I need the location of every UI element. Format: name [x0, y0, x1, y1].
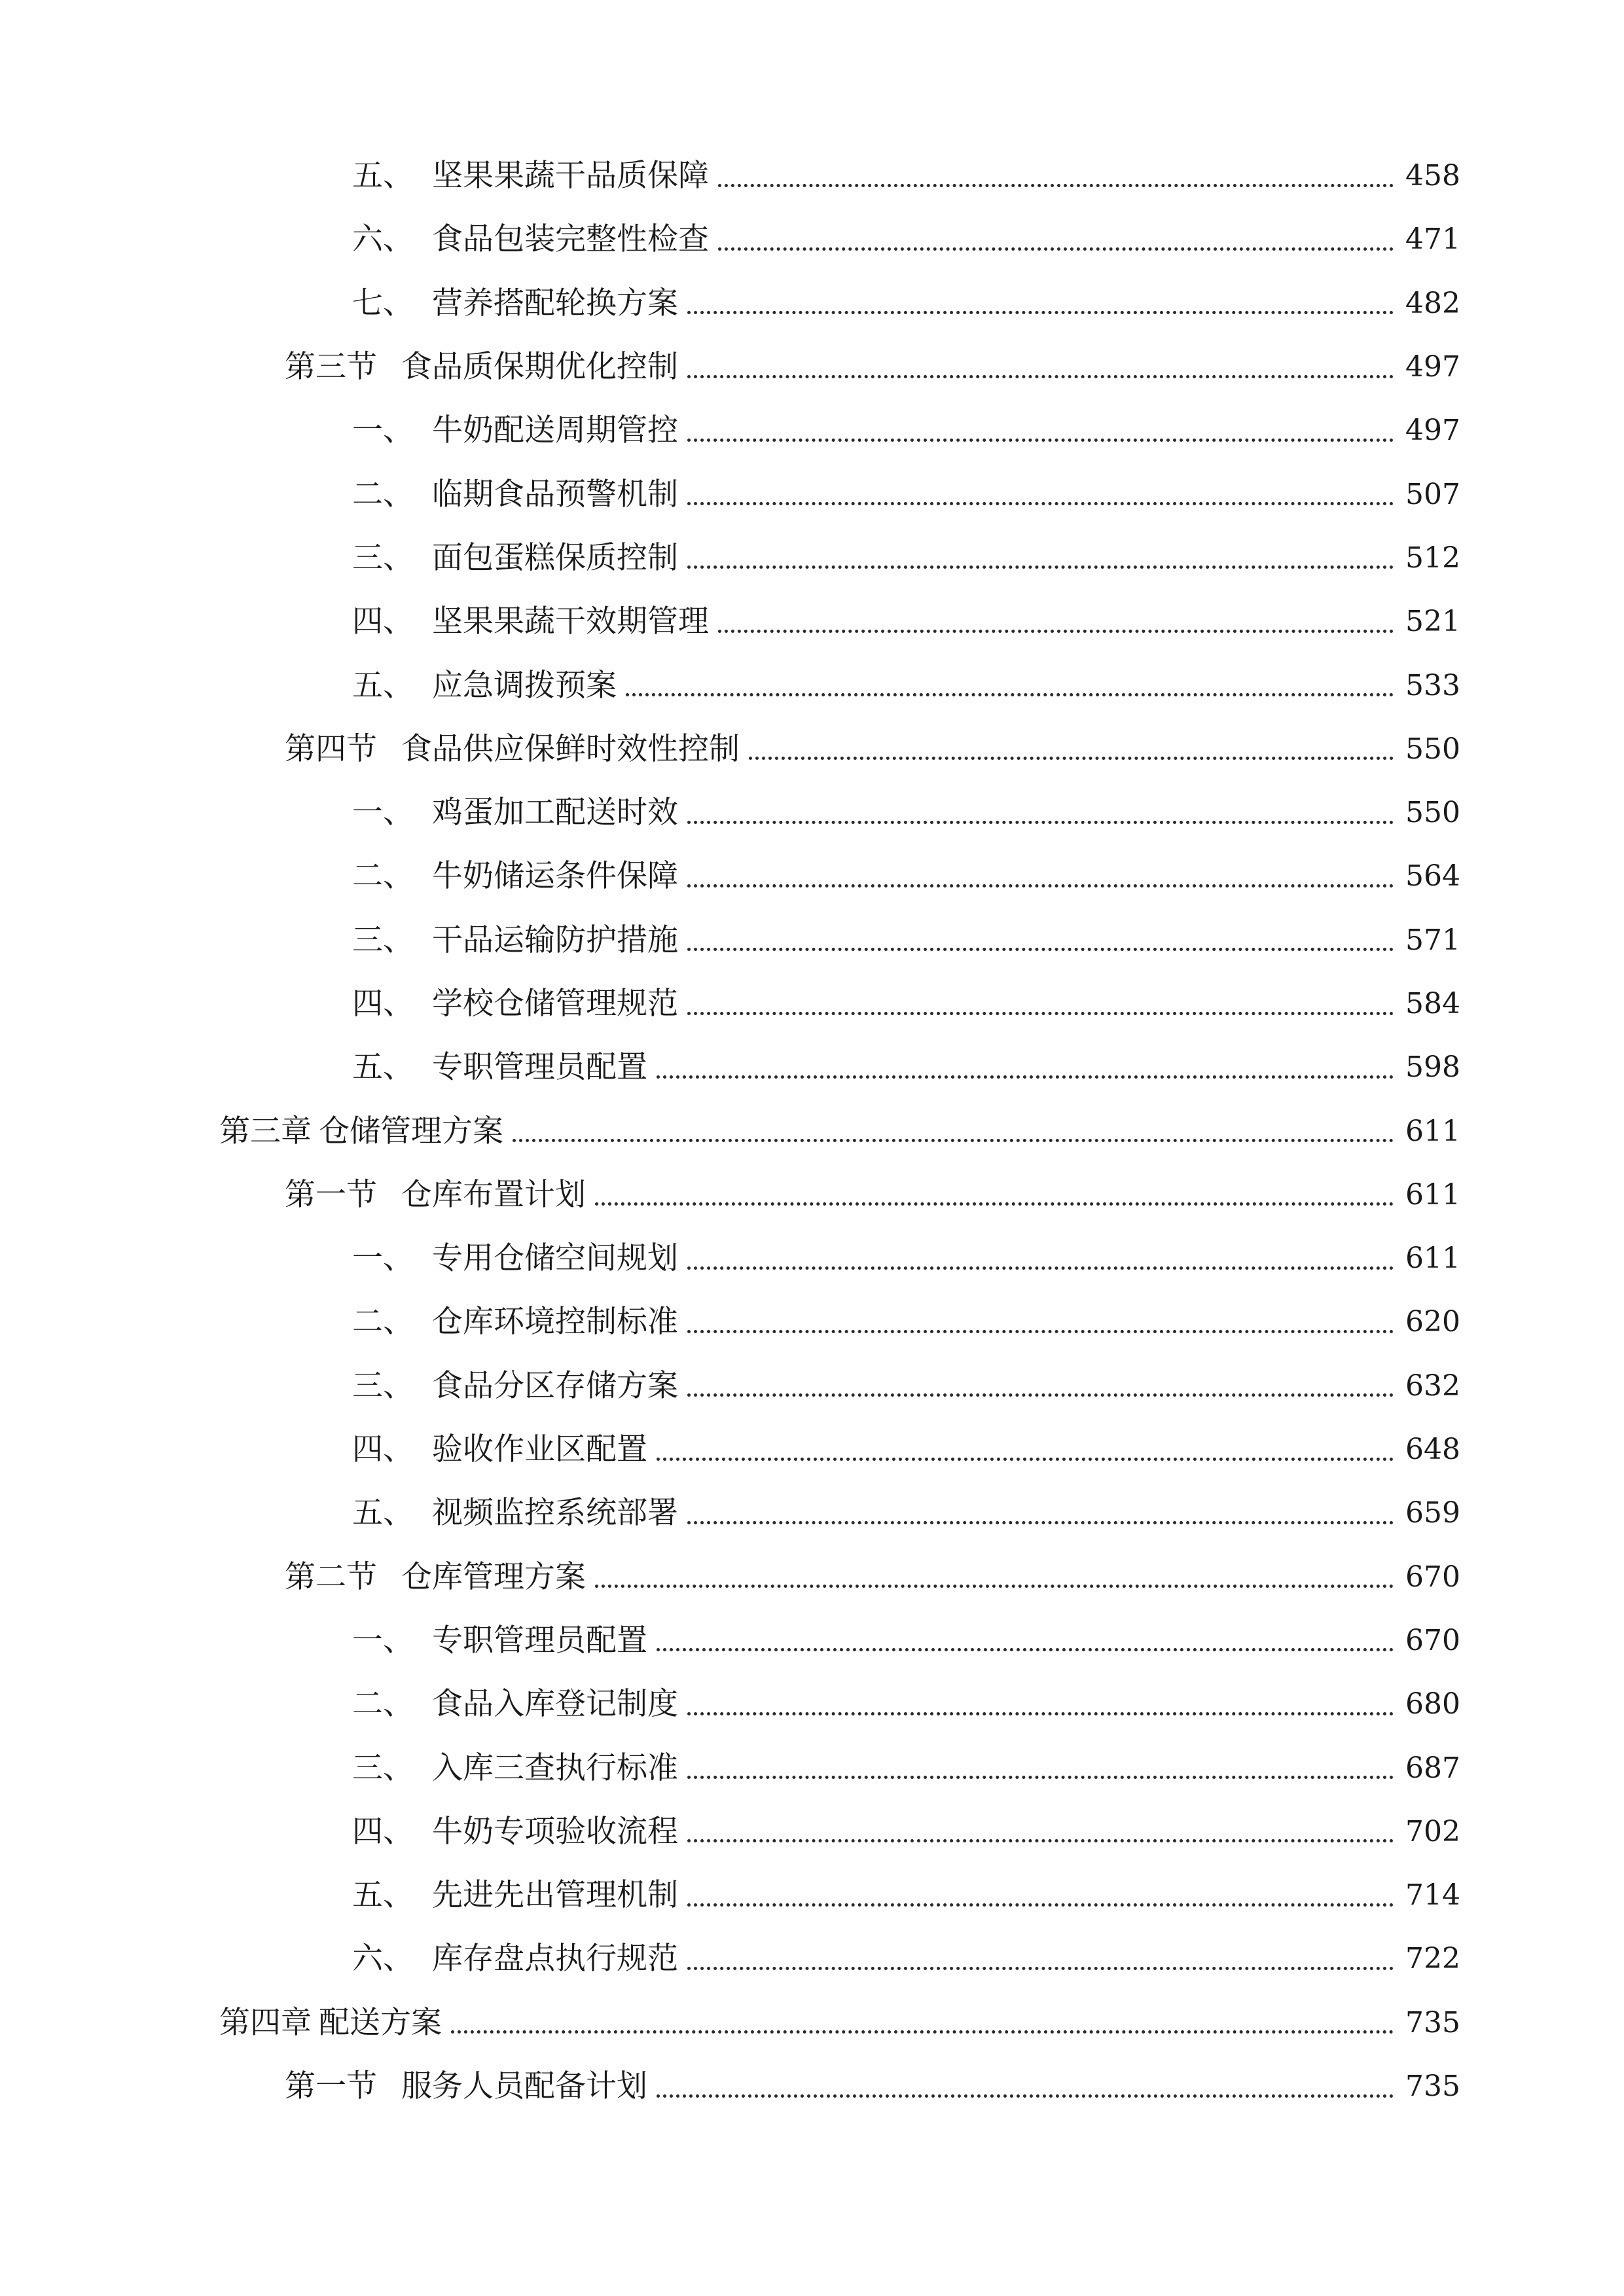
toc-entry-title: 仓库布置计划 [401, 1176, 586, 1213]
toc-dot-leader [595, 1202, 1394, 1206]
toc-entry-title: 食品供应保鲜时效性控制 [401, 730, 740, 767]
toc-dot-leader [513, 1138, 1394, 1142]
toc-subsection-entry[interactable] [0, 590, 1624, 653]
toc-entry-number: 一、 [352, 412, 414, 449]
toc-entry-page-number: 533 [1405, 668, 1460, 702]
toc-entry-title: 食品质保期优化控制 [401, 349, 678, 386]
toc-entry-title: 牛奶配送周期管控 [432, 412, 678, 449]
toc-entry-page-number: 550 [1405, 796, 1460, 830]
toc-entry-page-number: 648 [1405, 1433, 1460, 1467]
toc-entry-number: 第四章 [219, 2004, 312, 2041]
toc-subsection-entry[interactable] [0, 1863, 1624, 1927]
toc-dot-leader [687, 1903, 1394, 1907]
toc-entry-page-number: 471 [1405, 223, 1460, 257]
toc-dot-leader [687, 374, 1394, 378]
toc-entry-title: 干品运输防护措施 [432, 922, 678, 958]
toc-subsection-entry[interactable] [0, 1227, 1624, 1290]
toc-subsection-entry[interactable] [0, 272, 1624, 335]
toc-entry-page-number: 521 [1405, 605, 1460, 639]
toc-entry-page-number: 550 [1405, 732, 1460, 766]
toc-entry-number: 二、 [352, 1304, 414, 1340]
toc-dot-leader [687, 1712, 1394, 1715]
toc-entry-page-number: 659 [1405, 1496, 1460, 1530]
toc-entry-title: 库存盘点执行规范 [432, 1941, 678, 1977]
toc-entry-number: 一、 [352, 1622, 414, 1659]
toc-subsection-entry[interactable] [0, 1927, 1624, 1990]
toc-entry-number: 五、 [352, 1877, 414, 1914]
toc-section-entry[interactable] [0, 1163, 1624, 1227]
toc-entry-number: 二、 [352, 476, 414, 512]
toc-entry-page-number: 598 [1405, 1050, 1460, 1085]
toc-entry-page-number: 571 [1405, 923, 1460, 957]
toc-subsection-entry[interactable] [0, 972, 1624, 1035]
toc-entry-page-number: 497 [1405, 414, 1460, 448]
toc-entry-page-number: 507 [1405, 477, 1460, 511]
toc-dot-leader [657, 1647, 1394, 1651]
toc-entry-number: 三、 [352, 922, 414, 958]
toc-entry-page-number: 670 [1405, 1560, 1460, 1594]
table-of-contents [0, 144, 1624, 2118]
toc-entry-number: 一、 [352, 1240, 414, 1277]
toc-entry-number: 五、 [352, 1049, 414, 1086]
toc-entry-number: 四、 [352, 603, 414, 640]
toc-dot-leader [687, 1393, 1394, 1397]
toc-entry-title: 服务人员配备计划 [401, 2068, 647, 2105]
toc-entry-number: 四、 [352, 986, 414, 1022]
toc-dot-leader [657, 2094, 1394, 2098]
toc-dot-leader [718, 247, 1394, 251]
toc-entry-number: 四、 [352, 1431, 414, 1468]
toc-subsection-entry[interactable] [0, 1800, 1624, 1863]
toc-entry-page-number: 670 [1405, 1623, 1460, 1657]
toc-dot-leader [718, 183, 1394, 187]
toc-entry-title: 仓库管理方案 [401, 1558, 586, 1595]
toc-entry-number: 五、 [352, 158, 414, 194]
toc-entry-number: 第四节 [285, 730, 377, 767]
toc-entry-title: 专职管理员配置 [432, 1049, 647, 1086]
toc-entry-title: 鸡蛋加工配送时效 [432, 795, 678, 831]
toc-subsection-entry[interactable] [0, 653, 1624, 717]
toc-entry-number: 一、 [352, 795, 414, 831]
toc-entry-title: 验收作业区配置 [432, 1431, 647, 1468]
toc-entry-page-number: 611 [1405, 1242, 1460, 1276]
toc-entry-title: 食品分区存储方案 [432, 1367, 678, 1404]
toc-dot-leader [687, 1966, 1394, 1970]
toc-entry-title: 应急调拨预案 [432, 667, 617, 704]
toc-dot-leader [718, 629, 1394, 633]
toc-entry-title: 入库三查执行标准 [432, 1749, 678, 1786]
toc-section-entry[interactable] [0, 1545, 1624, 1609]
toc-dot-leader [687, 438, 1394, 442]
toc-entry-number: 七、 [352, 285, 414, 321]
toc-subsection-entry[interactable] [0, 1418, 1624, 1481]
toc-entry-number: 六、 [352, 1941, 414, 1977]
toc-entry-number: 第二节 [285, 1558, 377, 1595]
toc-entry-number: 四、 [352, 1813, 414, 1850]
toc-dot-leader [687, 1520, 1394, 1524]
toc-entry-number: 三、 [352, 539, 414, 576]
toc-entry-title: 专职管理员配置 [432, 1622, 647, 1659]
toc-entry-number: 第一节 [285, 2068, 377, 2105]
toc-dot-leader [451, 2030, 1394, 2034]
toc-dot-leader [595, 1584, 1394, 1588]
toc-dot-leader [687, 565, 1394, 569]
toc-dot-leader [687, 1775, 1394, 1779]
toc-subsection-entry[interactable] [0, 1736, 1624, 1799]
toc-entry-page-number: 620 [1405, 1305, 1460, 1339]
toc-entry-page-number: 632 [1405, 1369, 1460, 1403]
toc-entry-page-number: 735 [1405, 2070, 1460, 2104]
toc-entry-page-number: 458 [1405, 159, 1460, 193]
toc-subsection-entry[interactable] [0, 144, 1624, 207]
toc-entry-page-number: 584 [1405, 987, 1460, 1020]
toc-entry-page-number: 714 [1405, 1878, 1460, 1912]
toc-entry-number: 第三节 [285, 349, 377, 386]
toc-entry-title: 仓库环境控制标准 [432, 1304, 678, 1340]
toc-subsection-entry[interactable] [0, 1672, 1624, 1736]
toc-entry-title: 食品入库登记制度 [432, 1686, 678, 1723]
toc-entry-number: 六、 [352, 221, 414, 258]
toc-subsection-entry[interactable] [0, 462, 1624, 526]
toc-dot-leader [749, 756, 1394, 760]
toc-entry-title: 视频监控系统部署 [432, 1495, 678, 1532]
toc-entry-page-number: 680 [1405, 1687, 1460, 1721]
toc-chapter-entry[interactable] [0, 1099, 1624, 1162]
toc-entry-title: 坚果果蔬干效期管理 [432, 603, 709, 640]
toc-section-entry[interactable] [0, 717, 1624, 781]
toc-entry-page-number: 722 [1405, 1942, 1460, 1976]
toc-subsection-entry[interactable] [0, 908, 1624, 972]
toc-entry-page-number: 735 [1405, 2005, 1460, 2039]
toc-subsection-entry[interactable] [0, 1609, 1624, 1672]
toc-entry-title: 营养搭配轮换方案 [432, 285, 678, 321]
toc-entry-page-number: 611 [1405, 1114, 1460, 1148]
toc-dot-leader [657, 1075, 1394, 1079]
toc-dot-leader [687, 501, 1394, 505]
toc-entry-number: 第三章 [219, 1113, 312, 1149]
toc-dot-leader [687, 884, 1394, 888]
toc-entry-title: 牛奶储运条件保障 [432, 858, 678, 895]
toc-entry-number: 第一节 [285, 1176, 377, 1213]
toc-entry-page-number: 702 [1405, 1814, 1460, 1848]
toc-subsection-entry[interactable] [0, 526, 1624, 590]
toc-entry-title: 食品包装完整性检查 [432, 221, 709, 258]
toc-entry-number: 三、 [352, 1367, 414, 1404]
toc-entry-number: 五、 [352, 1495, 414, 1532]
toc-entry-title: 牛奶专项验收流程 [432, 1813, 678, 1850]
toc-entry-title: 面包蛋糕保质控制 [432, 539, 678, 576]
toc-dot-leader [687, 1329, 1394, 1333]
toc-entry-title: 临期食品预警机制 [432, 476, 678, 512]
toc-entry-title: 学校仓储管理规范 [432, 986, 678, 1022]
toc-entry-page-number: 564 [1405, 859, 1460, 893]
toc-subsection-entry[interactable] [0, 399, 1624, 462]
toc-subsection-entry[interactable] [0, 1354, 1624, 1418]
toc-subsection-entry[interactable] [0, 1481, 1624, 1545]
toc-dot-leader [687, 820, 1394, 824]
toc-dot-leader [626, 692, 1394, 696]
toc-entry-page-number: 611 [1405, 1177, 1460, 1211]
toc-entry-title: 仓储管理方案 [319, 1113, 503, 1149]
toc-entry-page-number: 512 [1405, 541, 1460, 575]
toc-section-entry[interactable] [0, 2054, 1624, 2118]
toc-entry-title: 坚果果蔬干品质保障 [432, 158, 709, 194]
toc-subsection-entry[interactable] [0, 781, 1624, 844]
toc-dot-leader [657, 1457, 1394, 1461]
toc-entry-title: 配送方案 [319, 2004, 442, 2041]
toc-section-entry[interactable] [0, 335, 1624, 399]
toc-chapter-entry[interactable] [0, 1991, 1624, 2054]
toc-entry-page-number: 482 [1405, 286, 1460, 320]
toc-entry-title: 专用仓储空间规划 [432, 1240, 678, 1277]
toc-entry-page-number: 687 [1405, 1751, 1460, 1785]
toc-entry-page-number: 497 [1405, 350, 1460, 384]
toc-entry-title: 先进先出管理机制 [432, 1877, 678, 1914]
toc-subsection-entry[interactable] [0, 1035, 1624, 1099]
toc-entry-number: 二、 [352, 1686, 414, 1723]
toc-entry-number: 五、 [352, 667, 414, 704]
toc-dot-leader [687, 310, 1394, 314]
toc-subsection-entry[interactable] [0, 207, 1624, 271]
toc-subsection-entry[interactable] [0, 844, 1624, 908]
toc-dot-leader [687, 1839, 1394, 1842]
toc-dot-leader [687, 1011, 1394, 1015]
toc-dot-leader [687, 1266, 1394, 1270]
toc-subsection-entry[interactable] [0, 1290, 1624, 1354]
toc-entry-number: 三、 [352, 1749, 414, 1786]
toc-entry-number: 二、 [352, 858, 414, 895]
toc-dot-leader [687, 947, 1394, 951]
